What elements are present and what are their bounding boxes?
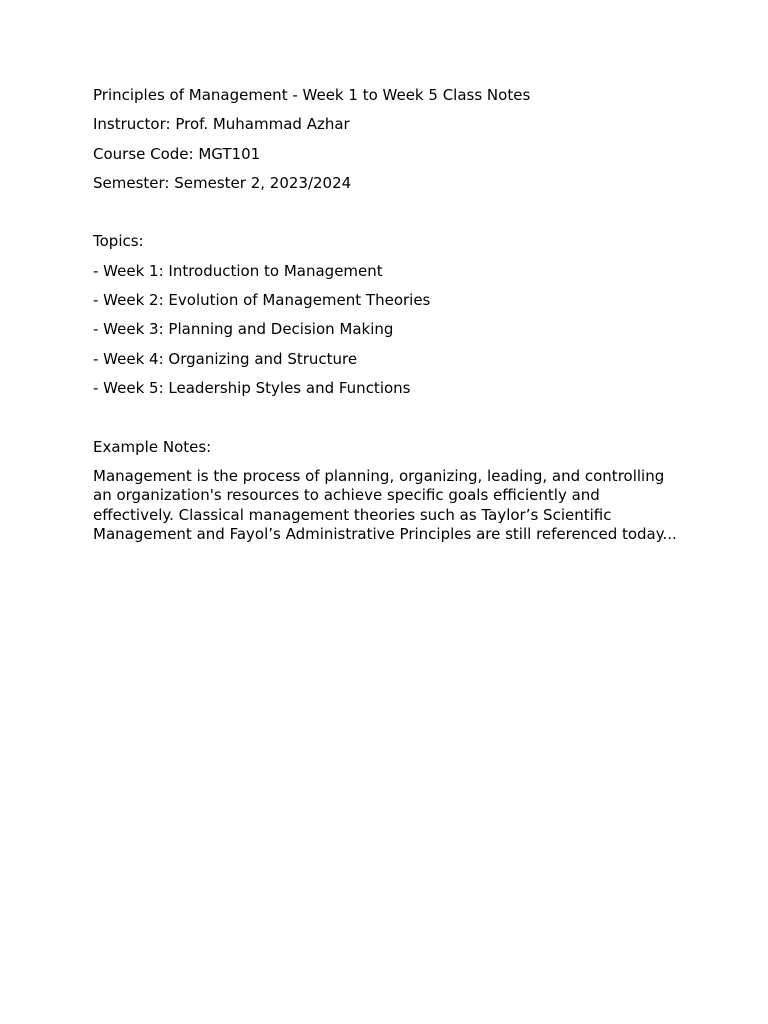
topic-item-week-5: - Week 5: Leadership Styles and Functions <box>93 378 411 397</box>
topic-item-week-2: - Week 2: Evolution of Management Theories <box>93 291 431 310</box>
topic-item-week-3: - Week 3: Planning and Decision Making <box>93 320 394 339</box>
spacer <box>93 408 683 437</box>
topics-heading: Topics: <box>93 232 144 251</box>
semester-line: Semester: Semester 2, 2023/2024 <box>93 173 352 192</box>
notes-heading: Example Notes: <box>93 437 212 456</box>
topic-item-week-4: - Week 4: Organizing and Structure <box>93 349 358 368</box>
course-code-line: Course Code: MGT101 <box>93 144 261 163</box>
document-content <box>93 86 683 545</box>
spacer <box>93 203 683 232</box>
document-title: Principles of Management - Week 1 to Week 5 Class Notes <box>93 86 531 104</box>
notes-body: Management is the process of planning, organizing, leading, and controlling an organization's resources to achieve specific goals efficiently and effectively. Classical management theories such as Taylor’s Scientific Management and Fayol’s Administrative Principles are still referenced today... <box>93 466 677 544</box>
topic-item-week-1: - Week 1: Introduction to Management <box>93 261 383 280</box>
instructor-line: Instructor: Prof. Muhammad Azhar <box>93 115 350 134</box>
